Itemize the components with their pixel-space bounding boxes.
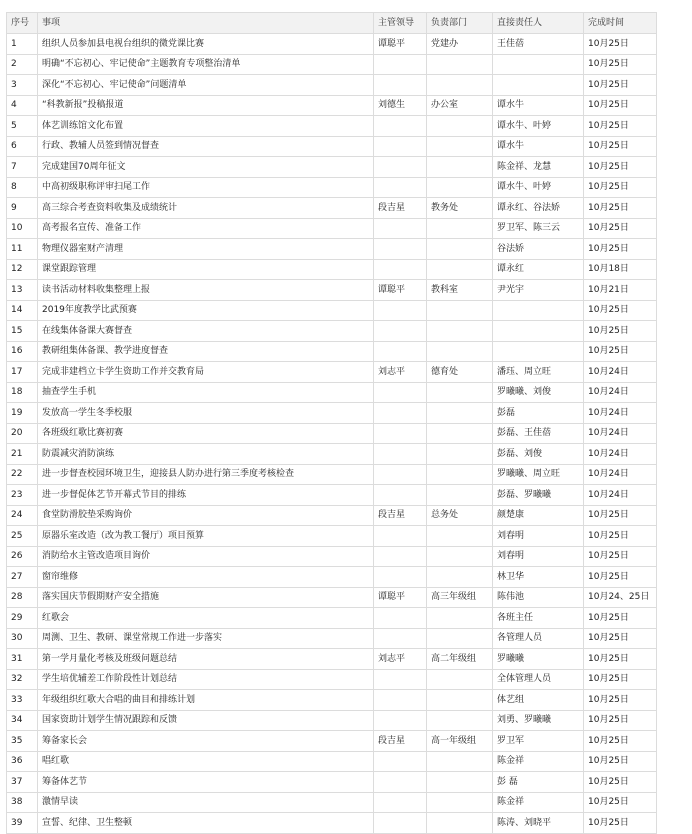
cell-no: 20 (7, 423, 38, 444)
cell-no: 31 (7, 649, 38, 670)
cell-task: 原器乐室改造（改为教工餐厅）项目预算 (38, 526, 374, 547)
cell-dept: 教科室 (427, 280, 493, 301)
cell-lead (374, 239, 427, 260)
table-body (7, 34, 657, 834)
cell-no: 7 (7, 157, 38, 178)
cell-dept (427, 710, 493, 731)
cell-date: 10月24、25日 (584, 587, 657, 608)
task-table (6, 12, 657, 834)
table-header (7, 13, 657, 34)
cell-person: 陈金祥 (493, 792, 584, 813)
table-row (7, 136, 657, 157)
cell-task: 筹备体艺节 (38, 772, 374, 793)
cell-person: 刘春明 (493, 526, 584, 547)
cell-dept (427, 423, 493, 444)
cell-dept (427, 813, 493, 834)
cell-task: 筹备家长会 (38, 731, 374, 752)
cell-date: 10月25日 (584, 526, 657, 547)
cell-lead (374, 300, 427, 321)
cell-task: 物理仪器室财产清理 (38, 239, 374, 260)
cell-dept (427, 157, 493, 178)
cell-lead (374, 423, 427, 444)
cell-task: 学生培优辅差工作阶段性计划总结 (38, 669, 374, 690)
cell-no: 8 (7, 177, 38, 198)
cell-lead (374, 792, 427, 813)
cell-person: 陈金祥、龙慧 (493, 157, 584, 178)
cell-task: 周测、卫生、教研、课堂常规工作进一步落实 (38, 628, 374, 649)
header-lead: 主管领导 (374, 13, 427, 34)
cell-lead (374, 546, 427, 567)
cell-task: 进一步督促体艺节开幕式节目的排练 (38, 485, 374, 506)
cell-lead: 段吉星 (374, 731, 427, 752)
cell-person: 谭水牛 (493, 136, 584, 157)
cell-person: 刘勇、罗曦曦 (493, 710, 584, 731)
cell-person: 罗卫军、陈三云 (493, 218, 584, 239)
table-row (7, 280, 657, 301)
cell-date: 10月25日 (584, 300, 657, 321)
cell-lead (374, 177, 427, 198)
table-row (7, 34, 657, 55)
cell-task: 宣誓、纪律、卫生整顿 (38, 813, 374, 834)
table-row (7, 239, 657, 260)
table-row (7, 198, 657, 219)
cell-person: 体艺组 (493, 690, 584, 711)
cell-lead (374, 403, 427, 424)
cell-person (493, 54, 584, 75)
table-row (7, 403, 657, 424)
cell-no: 26 (7, 546, 38, 567)
table-row (7, 444, 657, 465)
cell-dept (427, 669, 493, 690)
cell-dept: 教务处 (427, 198, 493, 219)
header-task: 事项 (38, 13, 374, 34)
cell-no: 11 (7, 239, 38, 260)
cell-person: 王佳蓓 (493, 34, 584, 55)
cell-dept (427, 567, 493, 588)
cell-task: 高考报名宣传、准备工作 (38, 218, 374, 239)
cell-no: 36 (7, 751, 38, 772)
cell-date: 10月25日 (584, 157, 657, 178)
cell-no: 34 (7, 710, 38, 731)
table-row (7, 75, 657, 96)
cell-person: 潘珏、周立旺 (493, 362, 584, 383)
table-row (7, 710, 657, 731)
cell-lead (374, 669, 427, 690)
cell-dept (427, 546, 493, 567)
cell-dept (427, 792, 493, 813)
cell-person: 颜楚康 (493, 505, 584, 526)
cell-lead (374, 567, 427, 588)
cell-lead (374, 710, 427, 731)
cell-task: 消防给水主管改造项目询价 (38, 546, 374, 567)
cell-lead (374, 218, 427, 239)
cell-lead (374, 116, 427, 137)
cell-no: 13 (7, 280, 38, 301)
cell-date: 10月25日 (584, 649, 657, 670)
cell-person: 尹光宇 (493, 280, 584, 301)
cell-dept: 高一年级组 (427, 731, 493, 752)
cell-task: 激情早读 (38, 792, 374, 813)
cell-task: 在线集体备课大赛督查 (38, 321, 374, 342)
table-row (7, 464, 657, 485)
cell-dept (427, 485, 493, 506)
cell-date: 10月25日 (584, 669, 657, 690)
cell-no: 28 (7, 587, 38, 608)
cell-dept (427, 751, 493, 772)
cell-person: 谭水牛、叶婷 (493, 116, 584, 137)
cell-person (493, 341, 584, 362)
cell-dept (427, 444, 493, 465)
table-row (7, 608, 657, 629)
cell-person: 谭永红、谷法娇 (493, 198, 584, 219)
cell-no: 17 (7, 362, 38, 383)
cell-person: 陈金祥 (493, 751, 584, 772)
header-person: 直接责任人 (493, 13, 584, 34)
header-row (7, 13, 657, 34)
cell-date: 10月25日 (584, 75, 657, 96)
cell-date: 10月21日 (584, 280, 657, 301)
cell-lead (374, 526, 427, 547)
cell-date: 10月25日 (584, 690, 657, 711)
table-row (7, 813, 657, 834)
cell-no: 14 (7, 300, 38, 321)
cell-task: 行政、教辅人员签到情况督查 (38, 136, 374, 157)
cell-dept (427, 382, 493, 403)
table-row (7, 567, 657, 588)
cell-lead: 段吉星 (374, 198, 427, 219)
cell-lead (374, 485, 427, 506)
cell-no: 32 (7, 669, 38, 690)
cell-no: 35 (7, 731, 38, 752)
cell-lead (374, 751, 427, 772)
cell-lead: 谭聪平 (374, 34, 427, 55)
cell-person: 罗曦曦、刘俊 (493, 382, 584, 403)
cell-no: 39 (7, 813, 38, 834)
cell-lead (374, 341, 427, 362)
cell-date: 10月25日 (584, 321, 657, 342)
cell-date: 10月25日 (584, 546, 657, 567)
cell-no: 19 (7, 403, 38, 424)
table-row (7, 157, 657, 178)
cell-task: 进一步督查校园环境卫生，迎接县人防办进行第三季度考核检查 (38, 464, 374, 485)
cell-person: 谭水牛 (493, 95, 584, 116)
cell-lead (374, 54, 427, 75)
table-row (7, 505, 657, 526)
cell-task: 深化“不忘初心、牢记使命”问题清单 (38, 75, 374, 96)
cell-no: 24 (7, 505, 38, 526)
cell-lead (374, 444, 427, 465)
cell-dept: 党建办 (427, 34, 493, 55)
table-row (7, 772, 657, 793)
cell-task: 组织人员参加县电视台组织的微党课比赛 (38, 34, 374, 55)
cell-lead: 刘志平 (374, 362, 427, 383)
table-row (7, 341, 657, 362)
table-row (7, 546, 657, 567)
cell-date: 10月25日 (584, 116, 657, 137)
cell-lead: 刘志平 (374, 649, 427, 670)
cell-task: 完成非建档立卡学生资助工作并交教育局 (38, 362, 374, 383)
cell-date: 10月25日 (584, 505, 657, 526)
cell-no: 9 (7, 198, 38, 219)
cell-task: 第一学月量化考核及班级问题总结 (38, 649, 374, 670)
table-row (7, 649, 657, 670)
cell-dept (427, 116, 493, 137)
cell-dept (427, 239, 493, 260)
cell-task: 各班级红歌比赛初赛 (38, 423, 374, 444)
cell-task: 教研组集体备课、教学进度督查 (38, 341, 374, 362)
cell-task: 2019年度教学比武预赛 (38, 300, 374, 321)
cell-date: 10月24日 (584, 423, 657, 444)
cell-date: 10月25日 (584, 198, 657, 219)
cell-lead (374, 608, 427, 629)
cell-person: 林卫华 (493, 567, 584, 588)
cell-date: 10月25日 (584, 218, 657, 239)
cell-dept: 高二年级组 (427, 649, 493, 670)
cell-no: 6 (7, 136, 38, 157)
table-row (7, 628, 657, 649)
table-row (7, 690, 657, 711)
cell-person: 罗曦曦 (493, 649, 584, 670)
cell-date: 10月25日 (584, 341, 657, 362)
cell-task: 中高初级职称评审扫尾工作 (38, 177, 374, 198)
cell-dept: 总务处 (427, 505, 493, 526)
cell-person (493, 321, 584, 342)
cell-no: 1 (7, 34, 38, 55)
cell-date: 10月24日 (584, 403, 657, 424)
cell-dept (427, 403, 493, 424)
cell-date: 10月25日 (584, 34, 657, 55)
cell-dept (427, 690, 493, 711)
cell-task: 高三综合考查资料收集及成绩统计 (38, 198, 374, 219)
cell-task: 明确“不忘初心、牢记使命”主题教育专项整治清单 (38, 54, 374, 75)
cell-task: 食堂防滑胶垫采购询价 (38, 505, 374, 526)
cell-no: 23 (7, 485, 38, 506)
header-no: 序号 (7, 13, 38, 34)
cell-person: 彭磊、王佳蓓 (493, 423, 584, 444)
table-row (7, 116, 657, 137)
cell-no: 21 (7, 444, 38, 465)
cell-dept: 德育处 (427, 362, 493, 383)
cell-no: 5 (7, 116, 38, 137)
cell-dept (427, 136, 493, 157)
cell-lead: 谭聪平 (374, 280, 427, 301)
cell-dept: 办公室 (427, 95, 493, 116)
cell-date: 10月18日 (584, 259, 657, 280)
cell-no: 15 (7, 321, 38, 342)
table-row (7, 792, 657, 813)
cell-dept (427, 75, 493, 96)
cell-person: 刘春明 (493, 546, 584, 567)
cell-date: 10月25日 (584, 751, 657, 772)
cell-no: 25 (7, 526, 38, 547)
cell-task: 窗帘维修 (38, 567, 374, 588)
cell-person: 彭磊、罗曦曦 (493, 485, 584, 506)
cell-date: 10月24日 (584, 444, 657, 465)
table-row (7, 751, 657, 772)
cell-lead (374, 157, 427, 178)
cell-dept (427, 341, 493, 362)
table-row (7, 423, 657, 444)
cell-date: 10月25日 (584, 608, 657, 629)
cell-person (493, 300, 584, 321)
cell-dept (427, 772, 493, 793)
cell-lead (374, 136, 427, 157)
cell-date: 10月25日 (584, 54, 657, 75)
cell-lead (374, 690, 427, 711)
cell-no: 30 (7, 628, 38, 649)
table-row (7, 259, 657, 280)
cell-lead (374, 75, 427, 96)
table-row (7, 321, 657, 342)
cell-dept (427, 608, 493, 629)
cell-dept (427, 628, 493, 649)
cell-person: 全体管理人员 (493, 669, 584, 690)
cell-task: 抽查学生手机 (38, 382, 374, 403)
cell-person: 各管理人员 (493, 628, 584, 649)
cell-person: 彭磊、刘俊 (493, 444, 584, 465)
cell-no: 22 (7, 464, 38, 485)
cell-date: 10月25日 (584, 567, 657, 588)
cell-date: 10月25日 (584, 772, 657, 793)
cell-date: 10月25日 (584, 792, 657, 813)
table-row (7, 218, 657, 239)
table-row (7, 669, 657, 690)
cell-date: 10月24日 (584, 382, 657, 403)
cell-date: 10月25日 (584, 628, 657, 649)
cell-task: 红歌会 (38, 608, 374, 629)
cell-date: 10月25日 (584, 239, 657, 260)
table-row (7, 362, 657, 383)
cell-no: 29 (7, 608, 38, 629)
cell-no: 2 (7, 54, 38, 75)
cell-date: 10月25日 (584, 731, 657, 752)
cell-no: 33 (7, 690, 38, 711)
cell-lead (374, 464, 427, 485)
cell-task: 国家资助计划学生情况跟踪和反馈 (38, 710, 374, 731)
cell-no: 16 (7, 341, 38, 362)
cell-person: 谭水牛、叶婷 (493, 177, 584, 198)
cell-lead (374, 772, 427, 793)
cell-lead: 段吉星 (374, 505, 427, 526)
cell-person: 彭 磊 (493, 772, 584, 793)
table-row (7, 382, 657, 403)
cell-dept (427, 218, 493, 239)
cell-lead (374, 321, 427, 342)
cell-person: 各班主任 (493, 608, 584, 629)
cell-task: “科教新报”投稿报道 (38, 95, 374, 116)
table-row (7, 587, 657, 608)
table-row (7, 300, 657, 321)
cell-person: 彭磊 (493, 403, 584, 424)
cell-dept (427, 259, 493, 280)
cell-lead: 刘德生 (374, 95, 427, 116)
cell-person: 谭永红 (493, 259, 584, 280)
cell-dept (427, 54, 493, 75)
cell-date: 10月25日 (584, 813, 657, 834)
cell-person (493, 75, 584, 96)
cell-person: 罗曦曦、周立旺 (493, 464, 584, 485)
table-row (7, 54, 657, 75)
cell-no: 3 (7, 75, 38, 96)
cell-date: 10月24日 (584, 485, 657, 506)
cell-no: 37 (7, 772, 38, 793)
table-row (7, 485, 657, 506)
cell-dept (427, 464, 493, 485)
cell-person: 谷法娇 (493, 239, 584, 260)
cell-date: 10月25日 (584, 136, 657, 157)
cell-date: 10月25日 (584, 710, 657, 731)
cell-task: 年级组织红歌大合唱的曲目和排练计划 (38, 690, 374, 711)
cell-task: 唱红歌 (38, 751, 374, 772)
cell-dept (427, 177, 493, 198)
header-date: 完成时间 (584, 13, 657, 34)
table-row (7, 95, 657, 116)
cell-task: 课堂跟踪管理 (38, 259, 374, 280)
cell-no: 4 (7, 95, 38, 116)
header-dept: 负责部门 (427, 13, 493, 34)
table-row (7, 526, 657, 547)
cell-date: 10月24日 (584, 464, 657, 485)
cell-lead (374, 813, 427, 834)
cell-date: 10月24日 (584, 362, 657, 383)
cell-task: 落实国庆节假期财产安全措施 (38, 587, 374, 608)
cell-no: 38 (7, 792, 38, 813)
table-row (7, 177, 657, 198)
cell-lead (374, 382, 427, 403)
cell-dept: 高三年级组 (427, 587, 493, 608)
cell-no: 10 (7, 218, 38, 239)
cell-lead: 谭聪平 (374, 587, 427, 608)
cell-task: 完成建国70周年征文 (38, 157, 374, 178)
cell-lead (374, 628, 427, 649)
cell-date: 10月25日 (584, 177, 657, 198)
cell-person: 罗卫军 (493, 731, 584, 752)
cell-date: 10月25日 (584, 95, 657, 116)
cell-no: 18 (7, 382, 38, 403)
table-row (7, 731, 657, 752)
cell-no: 27 (7, 567, 38, 588)
cell-dept (427, 300, 493, 321)
cell-task: 读书活动材料收集整理上报 (38, 280, 374, 301)
cell-person: 陈伟池 (493, 587, 584, 608)
cell-no: 12 (7, 259, 38, 280)
cell-task: 防震减灾消防演练 (38, 444, 374, 465)
cell-person: 陈涛、刘晓平 (493, 813, 584, 834)
cell-task: 体艺训练馆文化布置 (38, 116, 374, 137)
cell-dept (427, 321, 493, 342)
cell-lead (374, 259, 427, 280)
cell-task: 发放高一学生冬季校服 (38, 403, 374, 424)
cell-dept (427, 526, 493, 547)
